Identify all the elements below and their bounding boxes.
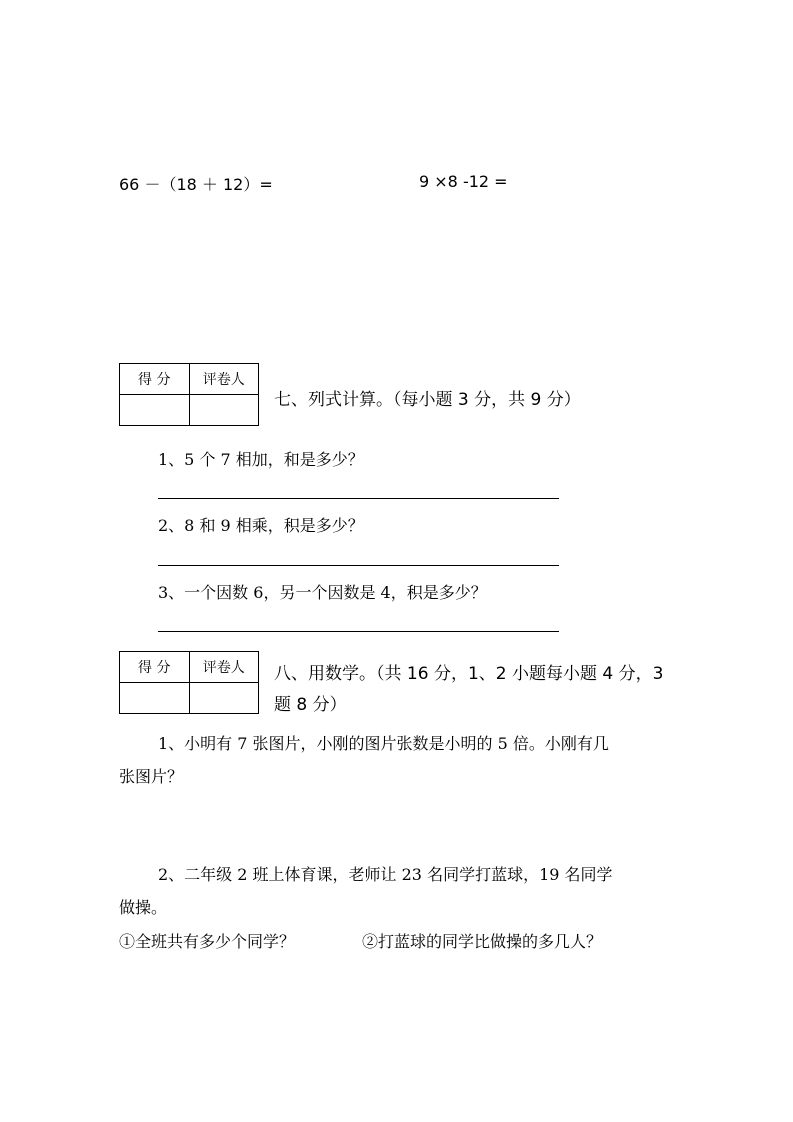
score-box-section7 <box>119 363 259 426</box>
score-cell[interactable] <box>120 395 190 426</box>
grader-label: 评卷人 <box>189 652 259 683</box>
score-box-section8 <box>119 651 259 714</box>
section8-q1-line1: 1、小明有 7 张图片，小刚的图片张数是小明的 5 倍。小刚有几 <box>158 734 609 753</box>
section8-q2-line2: 做操。 <box>119 898 168 917</box>
grader-label: 评卷人 <box>189 364 259 395</box>
section8-q2-sub2: ②打蓝球的同学比做操的多几人？ <box>362 932 603 951</box>
answer-line-3[interactable] <box>158 631 559 632</box>
score-cell[interactable] <box>120 683 190 714</box>
section8-q2-sub1: ①全班共有多少个同学？ <box>119 932 296 951</box>
grader-cell[interactable] <box>189 395 259 426</box>
equation-left: 66 －（18 ＋ 12）= <box>119 175 273 194</box>
equation-right: 9 ×8 -12 = <box>419 172 508 191</box>
section7-question-1: 1、5 个 7 相加，和是多少？ <box>158 450 364 469</box>
section8-title-line1: 八、用数学。（共 16 分，1、2 小题每小题 4 分，3 <box>274 664 664 684</box>
section7-question-2: 2、8 和 9 相乘，积是多少？ <box>158 516 364 535</box>
score-label: 得 分 <box>120 364 190 395</box>
section8-title-line2: 题 8 分） <box>274 695 347 715</box>
score-label: 得 分 <box>120 652 190 683</box>
grader-cell[interactable] <box>189 683 259 714</box>
section8-q2-line1: 2、二年级 2 班上体育课，老师让 23 名同学打蓝球，19 名同学 <box>158 865 613 884</box>
section7-title: 七、列式计算。（每小题 3 分，共 9 分） <box>274 390 581 410</box>
answer-line-1[interactable] <box>158 498 559 499</box>
section7-question-3: 3、一个因数 6，另一个因数是 4，积是多少？ <box>158 583 487 602</box>
answer-line-2[interactable] <box>158 565 559 566</box>
section8-q1-line2: 张图片？ <box>119 767 184 786</box>
